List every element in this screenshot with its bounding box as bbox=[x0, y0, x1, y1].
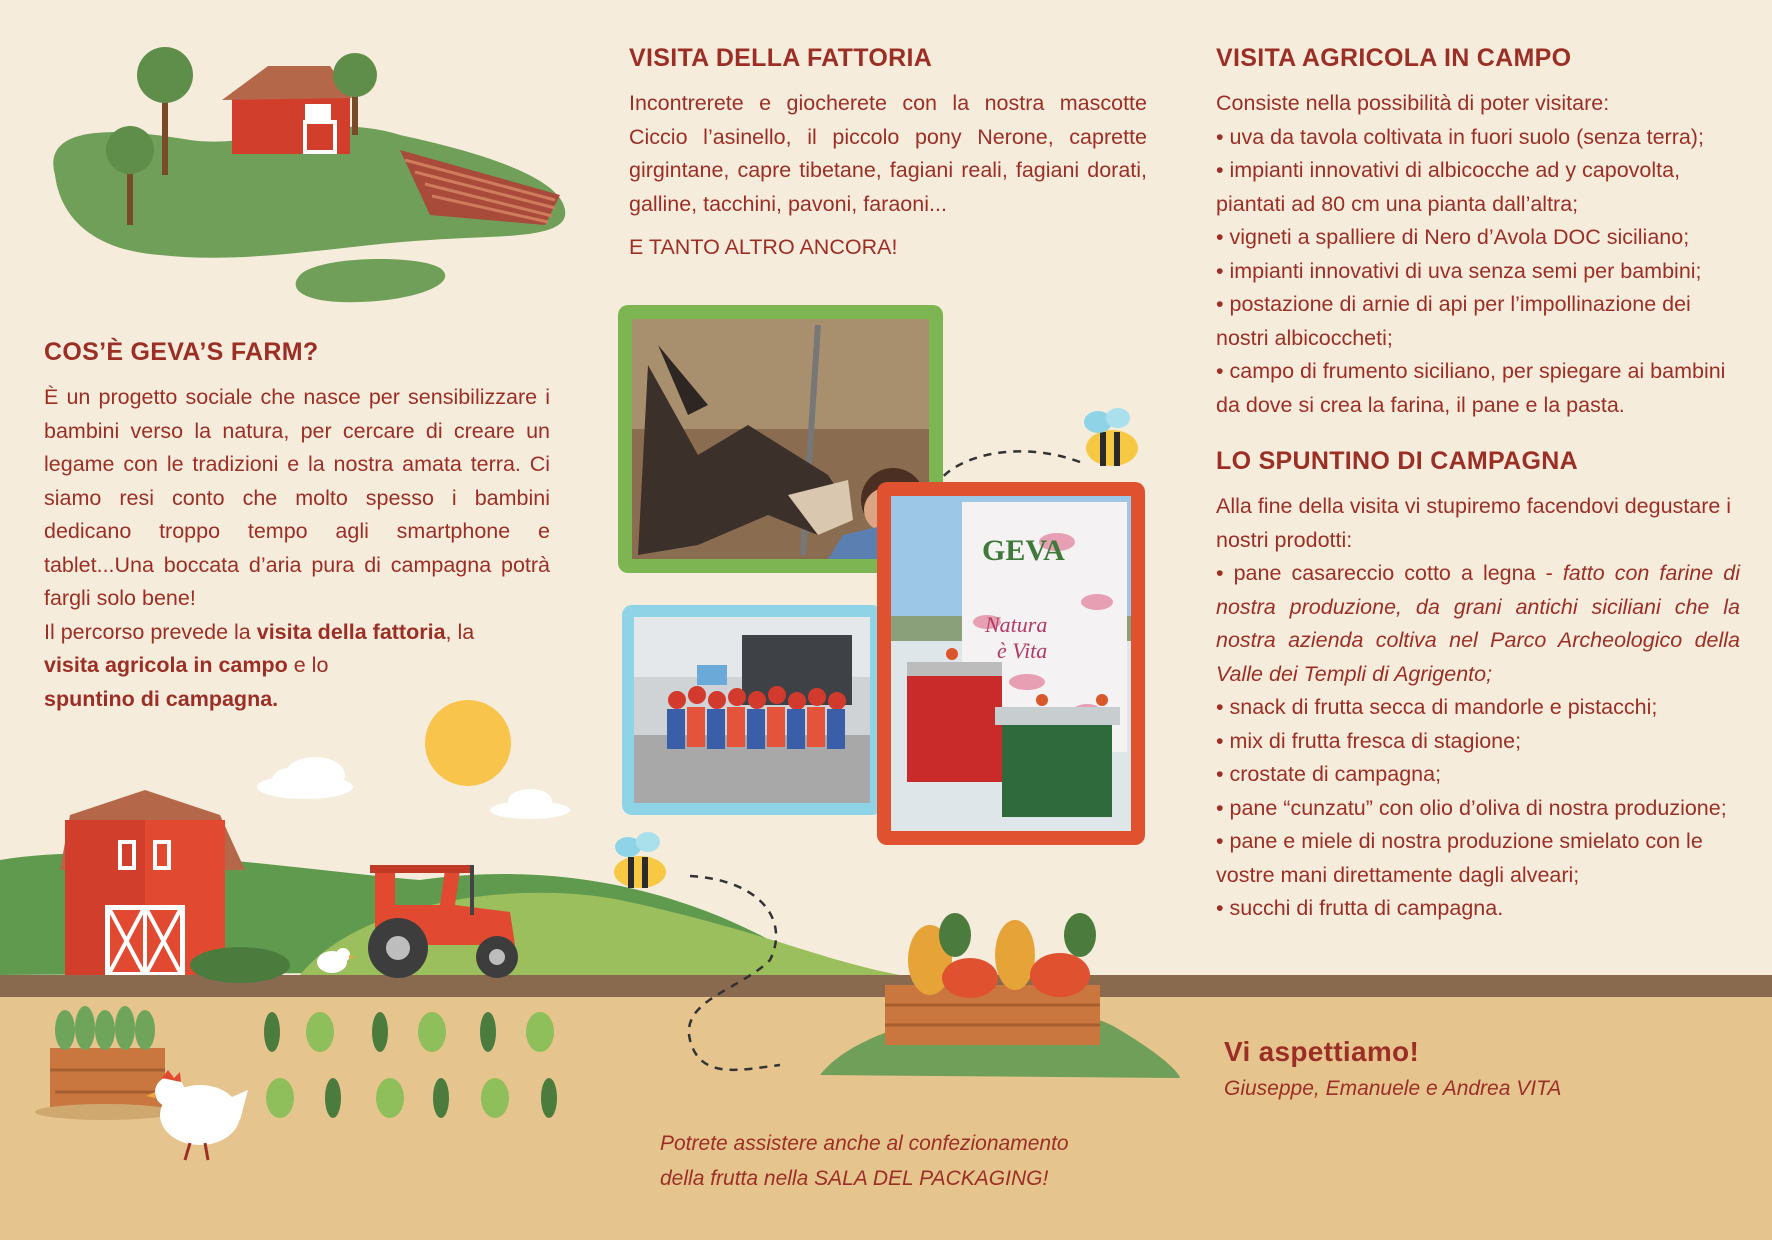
packaging-line-1: Potrete assistere anche al confezionamento bbox=[660, 1132, 1069, 1155]
middle-column bbox=[629, 44, 1147, 265]
route-text-a: Il percorso prevede la bbox=[44, 619, 257, 644]
photo-packaging-display bbox=[877, 482, 1145, 845]
route-farm-visit: visita della fattoria bbox=[256, 619, 446, 644]
closing-title: Vi aspettiamo! bbox=[1224, 1036, 1420, 1067]
list-item: • mix di frutta fresca di stagione; bbox=[1216, 728, 1522, 753]
route-snack: spuntino di campagna. bbox=[44, 686, 279, 711]
field-visit-list bbox=[1216, 121, 1740, 423]
cloud-icon bbox=[257, 757, 570, 819]
display-script-line1: Natura bbox=[985, 612, 1048, 637]
list-item: • uva da tavola coltivata in fuori suolo (senza terra); bbox=[1216, 124, 1704, 149]
display-script-line2: è Vita bbox=[997, 638, 1048, 663]
heading-field-visit: VISITA AGRICOLA IN CAMPO bbox=[1216, 44, 1572, 72]
field-visit-intro: Consiste nella possibilità di poter visitare: bbox=[1216, 91, 1610, 115]
and-much-more: E TANTO ALTRO ANCORA! bbox=[629, 235, 898, 259]
closing-names: Giuseppe, Emanuele e Andrea VITA bbox=[1224, 1077, 1562, 1100]
list-item: • succhi di frutta di campagna. bbox=[1216, 896, 1504, 920]
right-column bbox=[1216, 44, 1740, 926]
route-field-visit: visita agricola in campo bbox=[44, 653, 288, 677]
list-item bbox=[1216, 557, 1740, 691]
route-paragraph bbox=[44, 616, 550, 717]
list-item: • campo di frumento siciliano, per spiegare ai bambini da dove si crea la farina, il pane e la pasta. bbox=[1216, 359, 1726, 417]
vegetable-crate-illustration bbox=[35, 1006, 175, 1120]
intro-paragraph: È un progetto sociale che nasce per sensibilizzare i bambini verso la natura, per cercare di creare un legame con le tradizioni e la nostra amata terra. Ci siamo resi conto che molto spesso i bambini dedicano troppo tempo agli smartphone e tablet...Una boccata d’aria pura di campagna potrà fargli solo bene! bbox=[44, 385, 550, 610]
heading-what-is: COS’È GEVA’S FARM? bbox=[44, 338, 319, 366]
closing-block bbox=[1224, 1036, 1684, 1106]
route-text-c: , la bbox=[445, 619, 475, 644]
display-logo-text: GEVA bbox=[982, 534, 1065, 567]
bee-icon bbox=[614, 832, 666, 888]
list-item: • impianti innovativi di albicocche ad y capovolta, piantati ad 80 cm una pianta dall’altra; bbox=[1216, 158, 1681, 216]
farm-visit-paragraph: Incontrerete e giocherete con la nostra mascotte Ciccio l’asinello, il piccolo pony Nerone, caprette girgintane, capre tibetane, fagiani reali, fagiani dorati, galline, tacchini, pavoni, faraoni... bbox=[629, 91, 1147, 216]
heading-farm-visit: VISITA DELLA FATTORIA bbox=[629, 44, 933, 72]
list-item: • snack di frutta secca di mandorle e pistacchi; bbox=[1216, 695, 1658, 719]
farm-island-illustration bbox=[53, 47, 565, 302]
left-column bbox=[44, 338, 550, 716]
packaging-note bbox=[660, 1126, 1120, 1196]
list-item: • pane e miele di nostra produzione smielato con le vostre mani direttamente dagli alveari; bbox=[1216, 829, 1703, 887]
list-item: • vigneti a spalliere di Nero d’Avola DOC siciliano; bbox=[1216, 225, 1690, 249]
list-item: • impianti innovativi di uva senza semi per bambini; bbox=[1216, 258, 1702, 283]
route-text-e: e lo bbox=[287, 653, 329, 677]
snack-list bbox=[1216, 557, 1740, 926]
bee-icon bbox=[1084, 408, 1138, 466]
heading-snack: LO SPUNTINO DI CAMPAGNA bbox=[1216, 447, 1578, 475]
list-item: • crostate di campagna; bbox=[1216, 762, 1442, 786]
bread-item-detail: fatto con farine di nostra produzione, da grani antichi siciliani che la nostra azienda coltiva nel Parco Archeologico della Valle dei Templi di Agrigento; bbox=[1216, 561, 1740, 686]
list-item: • postazione di arnie di api per l’impollinazione dei nostri albicoccheti; bbox=[1216, 292, 1691, 350]
packaging-line-2: della frutta nella SALA DEL PACKAGING! bbox=[660, 1167, 1049, 1190]
bread-item-text: • pane casareccio cotto a legna - bbox=[1216, 561, 1563, 585]
list-item: • pane “cunzatu” con olio d’oliva di nostra produzione; bbox=[1216, 795, 1727, 820]
snack-intro: Alla fine della visita vi stupiremo facendovi degustare i nostri prodotti: bbox=[1216, 494, 1732, 552]
photo-children-group bbox=[622, 605, 882, 815]
